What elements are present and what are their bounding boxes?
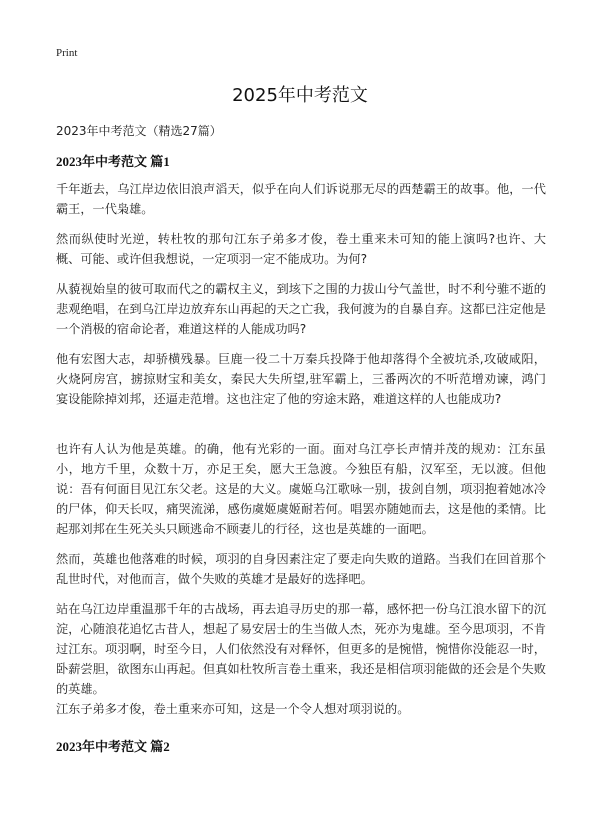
paragraph: 然而纵使时光逆，转杜牧的那句江东子弟多才俊，卷土重来未可知的能上演吗?也许、大概、可能、或许但我想说，一定项羽一定不能成功。为何? (56, 232, 546, 266)
paragraph: 江东子弟多才俊，卷土重来亦可知，这是一个令人想对项羽说的。 (56, 702, 410, 716)
section-heading-1: 2023年中考范文 篇1 (56, 154, 170, 169)
paragraph: 从藐视始皇的彼可取而代之的霸权主义，到垓下之围的力拔山兮气盖世，时不利兮骓不逝的悲观绝唱，在到乌江岸边放弃东山再起的天之亡我，我何渡为的自暴自弃。这都已注定他是一个消极的宿命论者，难道这样的人能成功吗? (56, 282, 546, 336)
print-label[interactable]: Print (56, 47, 78, 59)
paragraph: 也许有人认为他是英雄。的确，他有光彩的一面。面对乌江亭长声情并茂的规劝：江东虽小，地方千里，众数十万，亦足王矣，愿大王急渡。今独臣有船，汉军至，无以渡。但他说：吾有何面目见江东父老。这是的大义。虞姬乌江歌咏一别，拔剑自刎，项羽抱着她冰冷的尸体，仰天长叹，痛哭流涕，感伤虞姬虞姬耐若何。唱罢亦随她而去，这是他的柔情。比起那刘邦在生死关头只顾逃命不顾妻儿的行径，这也是英雄的一面吧。 (56, 442, 546, 536)
section-heading-2: 2023年中考范文 篇2 (56, 739, 170, 754)
document-subtitle: 2023年中考范文（精选27篇） (56, 124, 222, 138)
paragraph: 千年逝去，乌江岸边依旧浪声滔天，似乎在向人们诉说那无尽的西楚霸王的故事。他，一代霸王，一代枭雄。 (56, 182, 546, 216)
page-title: 2025年中考范文 (232, 85, 368, 106)
paragraph: 站在乌江边岸重温那千年的古战场，再去追寻历史的那一幕，感怀把一份乌江浪水留下的沉淀，心随浪花追忆古昔人，想起了易安居士的生当做人杰，死亦为鬼雄。至今思项羽，不肯过江东。项羽啊，时至今日，人们依然没有对释怀，但更多的是惋惜，惋惜你没能忍一时，卧薪尝胆，欲图东山再起。但真如杜牧所言卷土重来，我还是相信项羽能做的还会是个失败的英雄。 (56, 602, 546, 696)
paragraph: 他有宏图大志，却骄横残暴。巨鹿一役二十万秦兵投降于他却落得个全被坑杀,攻破咸阳，火烧阿房宫，掳掠财宝和美女，秦民大失所望,驻军霸上，三番两次的不听范增劝谏，鸿门宴设能除掉刘邦，还逼走范增。这也注定了他的穷途末路，难道这样的人也能成功? (56, 352, 546, 406)
paragraph: 然而，英雄也他落难的时候，项羽的自身因素注定了要走向失败的道路。当我们在回首那个乱世时代，对他而言，做个失败的英雄才是最好的选择吧。 (56, 552, 546, 586)
